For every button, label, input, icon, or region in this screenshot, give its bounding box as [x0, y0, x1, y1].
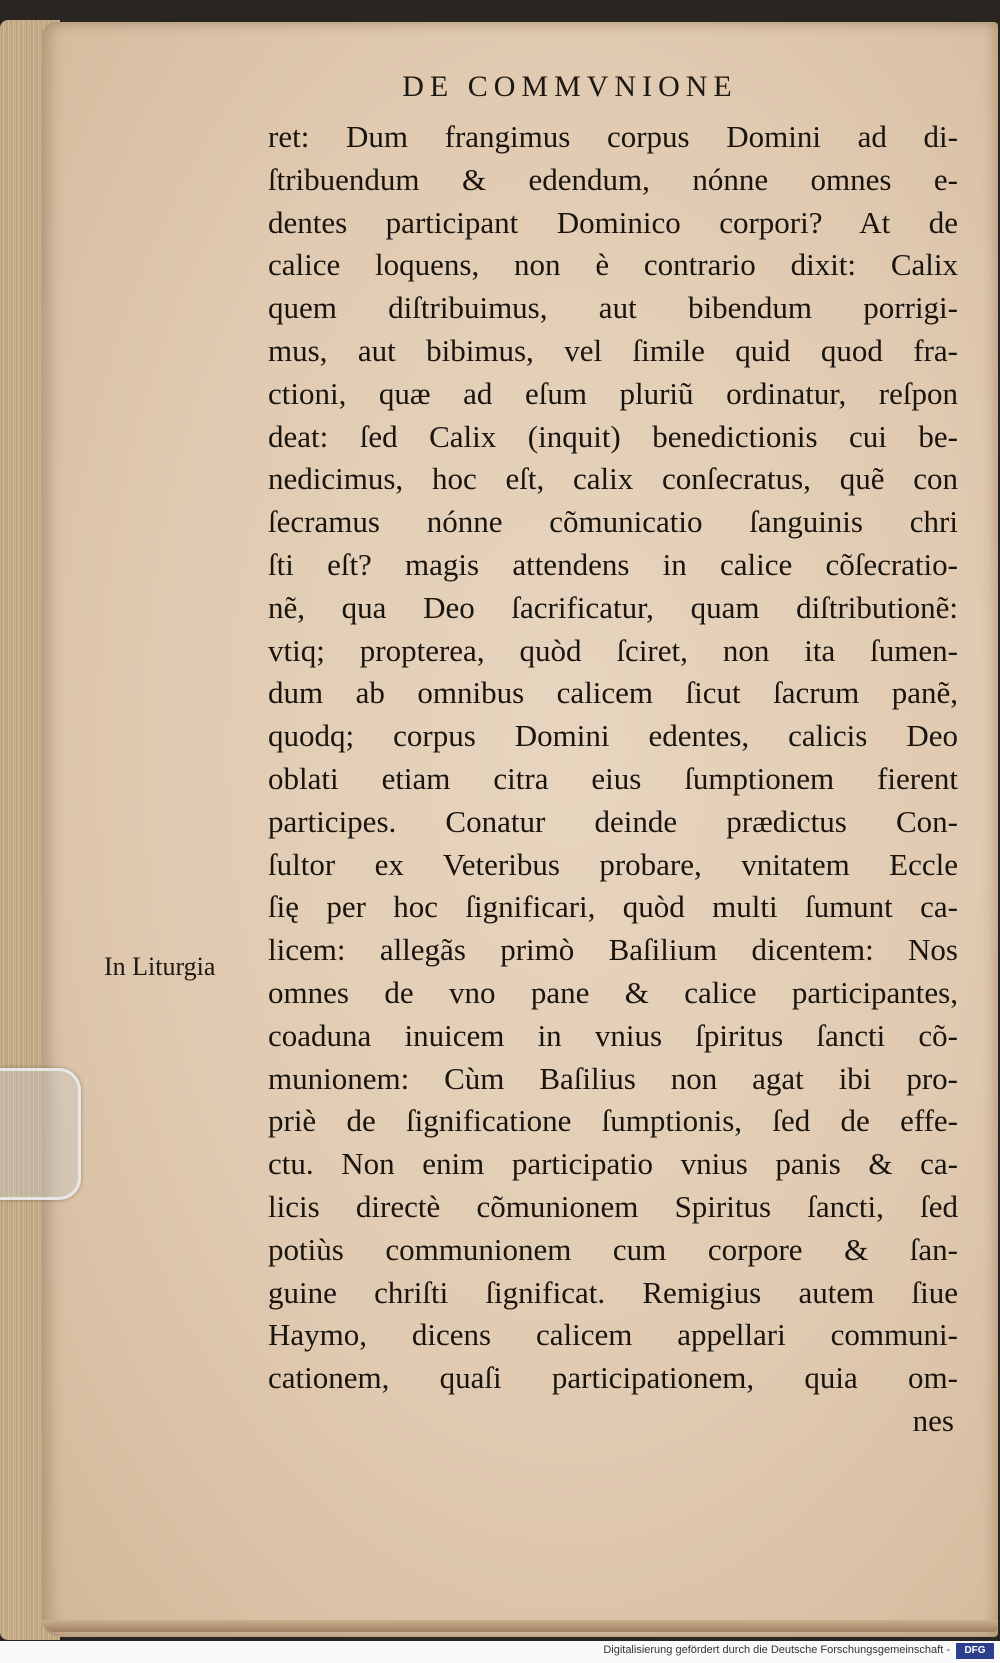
text-line: ſultor ex Veteribus probare, vnitatem Eccle	[268, 846, 958, 882]
text-line: dum ab omnibus calicem ſicut ſacrum panẽ,	[268, 675, 958, 711]
text-line: licis directè cõmunionem Spiritus ſancti, ſed	[268, 1188, 958, 1224]
text-line: mus, aut bibimus, vel ſimile quid quod fra-	[268, 332, 958, 368]
text-line: ſtribuendum & edendum, nónne omnes e-	[268, 161, 958, 197]
catchword: nes	[912, 1402, 954, 1438]
text-line: omnes de vno pane & calice participantes,	[268, 974, 958, 1010]
text-line: cationem, quaſi participationem, quia om-	[268, 1360, 958, 1396]
text-line: quem diſtribuimus, aut bibendum porrigi-	[268, 290, 958, 326]
funding-credit: Digitalisierung gefördert durch die Deutsche Forschungsgemeinschaft -	[603, 1644, 950, 1656]
text-line: nẽ, qua Deo ſacrificatur, quam diſtributionẽ:	[268, 589, 958, 625]
digitization-footer	[0, 1641, 1000, 1663]
body-text	[268, 116, 958, 1443]
text-line: nedicimus, hoc eſt, calix conſecratus, quẽ con	[268, 461, 958, 497]
text-line: deat: ſed Calix (inquit) benedictionis cui be-	[268, 418, 958, 454]
running-head: DE COMMVNIONE	[402, 70, 738, 103]
text-line: Haymo, dicens calicem appellari communi-	[268, 1317, 958, 1353]
text-line: ctioni, quæ ad eſum pluriũ ordinatur, reſpon	[268, 375, 958, 411]
text-line: ctu. Non enim participatio vnius panis & ca-	[268, 1146, 958, 1182]
margin-note: In Liturgia	[104, 952, 216, 981]
page-bottom-edge	[42, 1620, 998, 1632]
text-line: priè de ſignificatione ſumptionis, ſed de effe-	[268, 1103, 958, 1139]
text-line: oblati etiam citra eius ſumptionem fierent	[268, 760, 958, 796]
text-line: dentes participant Dominico corpori? At de	[268, 204, 958, 240]
text-line: ſię per hoc ſignificari, quòd multi ſumunt ca-	[268, 889, 958, 925]
text-line: ſecramus nónne cõmunicatio ſanguinis chri	[268, 504, 958, 540]
text-line: ret: Dum frangimus corpus Domini ad di-	[268, 119, 958, 154]
text-line: participes. Conatur deinde prædictus Con-	[268, 803, 958, 839]
text-line: guine chriſti ſignificat. Remigius autem ſiue	[268, 1274, 958, 1310]
dfg-logo-icon: DFG	[956, 1643, 994, 1659]
page-clip	[0, 1068, 81, 1200]
text-line: munionem: Cùm Baſilius non agat ibi pro-	[268, 1060, 958, 1096]
text-line: coaduna inuicem in vnius ſpiritus ſancti cõ-	[268, 1017, 958, 1053]
text-line: calice loquens, non è contrario dixit: Calix	[268, 247, 958, 283]
text-line: licem: allegãs primò Baſilium dicentem: Nos	[268, 932, 958, 968]
text-line: ſti eſt? magis attendens in calice cõſecratio-	[268, 546, 958, 582]
text-line: potiùs communionem cum corpore & ſan-	[268, 1231, 958, 1267]
text-line: quodq; corpus Domini edentes, calicis Deo	[268, 718, 958, 754]
text-line: vtiq; propterea, quòd ſciret, non ita ſumen-	[268, 632, 958, 668]
